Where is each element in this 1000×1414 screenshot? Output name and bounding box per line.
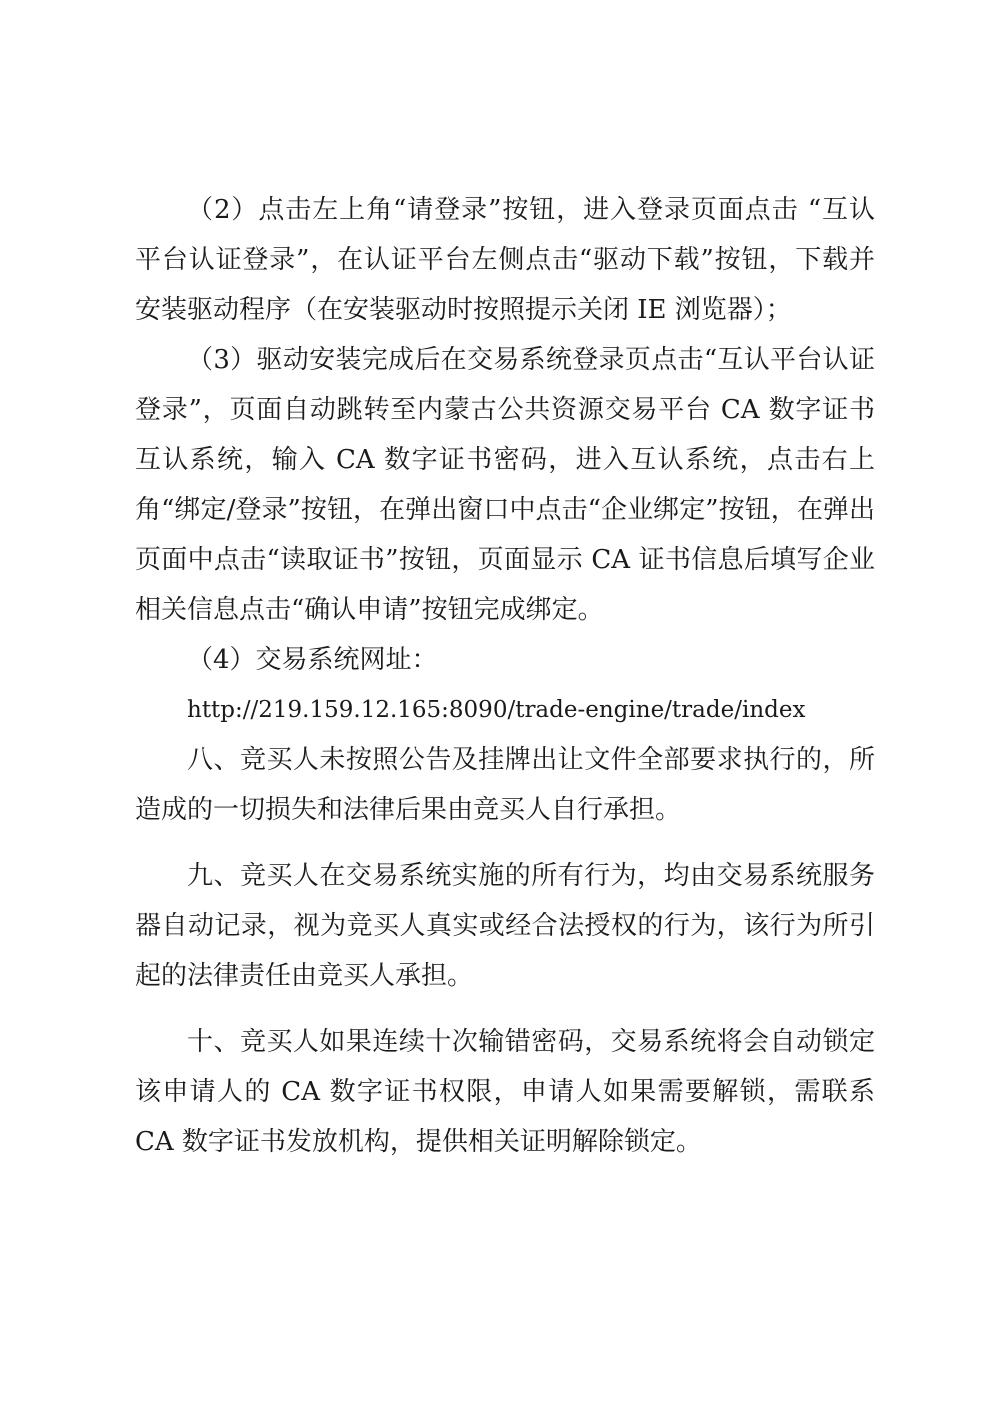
paragraph-item-10: 十、竞买人如果连续十次输错密码，交易系统将会自动锁定该申请人的 CA 数字证书权限，申请人如果需要解锁，需联系 CA 数字证书发放机构，提供相关证明解除锁定。: [135, 1027, 875, 1157]
paragraph-step-3: （3）驱动安装完成后在交易系统登录页点击“互认平台认证登录”，页面自动跳转至内蒙古公共资源交易平台 CA 数字证书互认系统，输入 CA 数字证书密码，进入互认系统，点击右上角“绑定/登录”按钮，在弹出窗口中点击“企业绑定”按钮，在弹出页面中点击“读取证书”按钮，页面显示 CA 证书信息后填写企业相关信息点击“确认申请”按钮完成绑定。: [135, 345, 875, 625]
paragraph-gap: [135, 835, 875, 851]
document-body: [135, 185, 875, 1167]
paragraph-step-4: （4）交易系统网址：: [187, 645, 438, 675]
trade-system-url: http://219.159.12.165:8090/trade-engine/trade/index: [187, 697, 806, 723]
paragraph-item-9: 九、竞买人在交易系统实施的所有行为，均由交易系统服务器自动记录，视为竞买人真实或经合法授权的行为，该行为所引起的法律责任由竞买人承担。: [135, 861, 875, 991]
paragraph-item-8: 八、竞买人未按照公告及挂牌出让文件全部要求执行的，所造成的一切损失和法律后果由竞买人自行承担。: [135, 745, 875, 825]
paragraph-step-2: （2）点击左上角“请登录”按钮，进入登录页面点击 “互认平台认证登录”，在认证平台左侧点击“驱动下载”按钮，下载并安装驱动程序（在安装驱动时按照提示关闭 IE 浏览器）；: [135, 195, 875, 325]
paragraph-gap: [135, 1001, 875, 1017]
